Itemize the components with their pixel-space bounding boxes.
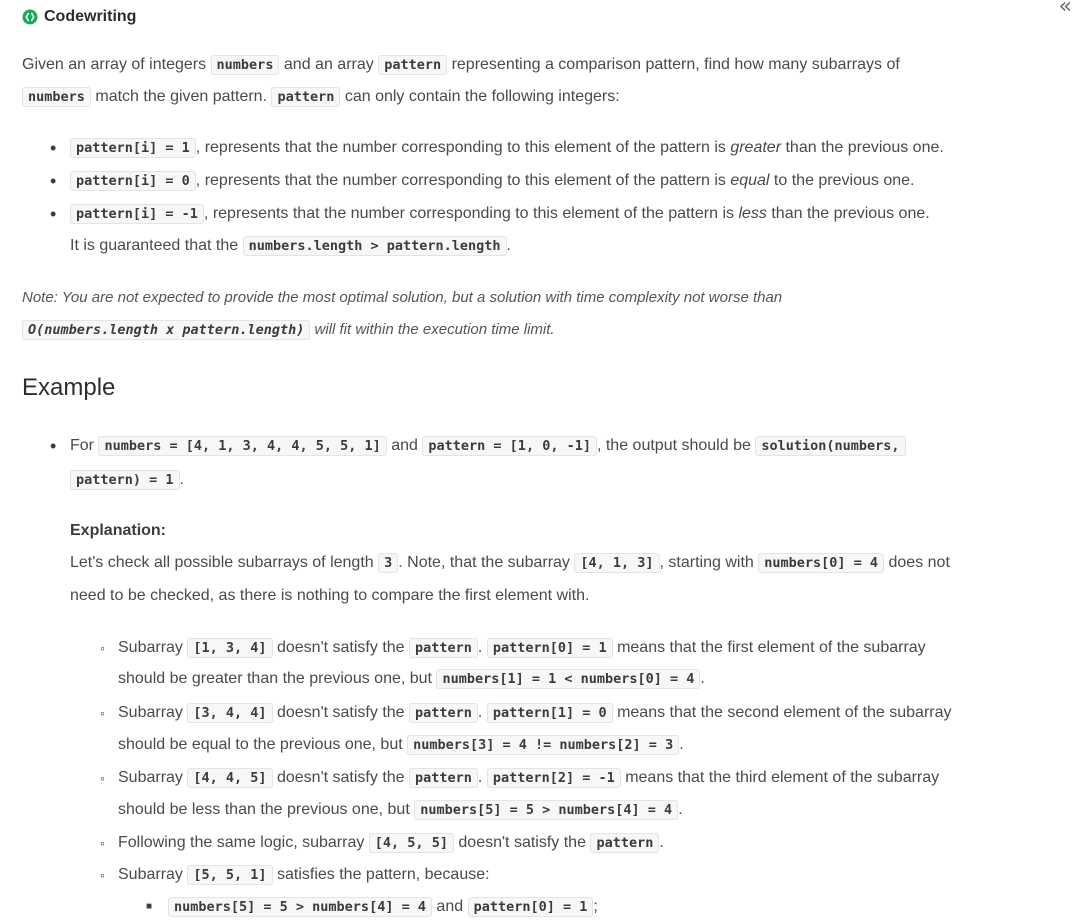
subarray-text: Following the same logic, subarray: [118, 834, 365, 851]
subarray-text: and: [436, 898, 464, 915]
intro-text: match the given pattern.: [95, 88, 268, 105]
explanation-text: Let's check all possible subarrays of length: [70, 554, 374, 571]
inline-code: numbers[5] = 5 > numbers[4] = 4: [168, 897, 432, 917]
punctuation: .: [700, 670, 705, 687]
explanation-text: does not: [888, 554, 950, 571]
complexity-code: O(numbers.length x pattern.length): [22, 320, 310, 340]
inline-code: pattern[0] = 1: [468, 897, 594, 917]
note-text: Note: You are not expected to provide the most optimal solution, but a solution with time complexity not worse than: [22, 289, 783, 306]
inline-code: pattern[i] = -1: [70, 204, 204, 224]
bullet-dot: •: [50, 204, 57, 224]
rule-item: [70, 170, 914, 192]
intro-line-1: [22, 54, 900, 76]
intro-text: Given an array of integers: [22, 56, 207, 73]
bullet-dot: •: [50, 436, 57, 456]
subarray-text: Subarray: [118, 866, 183, 883]
inline-code: pattern[i] = 0: [70, 171, 196, 191]
inline-code: pattern[i] = 1: [70, 138, 196, 158]
inline-code: numbers: [211, 55, 280, 75]
inline-code: pattern: [378, 55, 447, 75]
collapse-panel-button[interactable]: «: [1058, 0, 1072, 19]
subarray-text: doesn't satisfy the: [276, 704, 405, 721]
subarray-item-line-2: [118, 799, 683, 821]
rule-text: than the previous one.: [781, 139, 944, 156]
inline-code: numbers = [4, 1, 3, 4, 4, 5, 5, 1]: [98, 436, 386, 456]
inline-code: numbers[0] = 4: [758, 553, 884, 573]
subarray-text: doesn't satisfy the: [276, 639, 405, 656]
task-header: [22, 7, 136, 27]
subarray-text: satisfies the pattern, because:: [276, 866, 490, 883]
subarray-text: doesn't satisfy the: [458, 834, 586, 851]
subarray-text: doesn't satisfy the: [276, 769, 405, 786]
subarray-item: [118, 702, 952, 724]
subarray-text: means that the second element of the subarray: [617, 704, 952, 721]
example-text: , the output should be: [596, 437, 751, 454]
guarantee-text: It is guaranteed that the: [70, 237, 239, 254]
inline-code: pattern) = 1: [70, 470, 180, 490]
inline-code: numbers.length > pattern.length: [243, 236, 507, 256]
circle-bullet: ◦: [100, 640, 105, 656]
square-bullet: ■: [146, 901, 153, 912]
inline-code: pattern: [409, 703, 478, 723]
subarray-text: should be greater than the previous one, but: [118, 670, 432, 687]
example-line-2: [70, 469, 184, 491]
circle-bullet: ◦: [100, 705, 105, 721]
guarantee-line: [70, 235, 511, 257]
subarray-item-line-2: [118, 668, 705, 690]
intro-text: and an array: [283, 56, 374, 73]
subarray-item: [118, 637, 926, 659]
subarray-item: [118, 767, 939, 789]
inline-code: [3, 4, 4]: [187, 703, 272, 723]
punctuation: .: [477, 769, 483, 786]
inline-code: pattern[1] = 0: [487, 703, 613, 723]
example-line-1: [70, 435, 906, 457]
inline-code: 3: [378, 553, 398, 573]
inline-code: numbers[1] = 1 < numbers[0] = 4: [436, 669, 700, 689]
rule-emphasis: less: [738, 205, 767, 222]
intro-text: representing a comparison pattern, find how many subarrays of: [451, 56, 900, 73]
explanation-line-1: [70, 552, 950, 574]
subarray-text: should be equal to the previous one, but: [118, 736, 403, 753]
explanation-label: Explanation:: [70, 522, 167, 539]
note-text: will fit within the execution time limit.: [314, 321, 555, 338]
punctuation: .: [179, 471, 184, 488]
inline-code: numbers[3] = 4 != numbers[2] = 3: [407, 735, 679, 755]
example-text: and: [391, 437, 418, 454]
rule-item: [70, 203, 930, 225]
punctuation: .: [659, 834, 664, 851]
circle-bullet: ◦: [100, 770, 105, 786]
inline-code: pattern: [271, 87, 340, 107]
subarray-text: should be less than the previous one, but: [118, 801, 410, 818]
inline-code: pattern[0] = 1: [487, 638, 613, 658]
circle-bullet: ◦: [100, 867, 105, 883]
circle-bullet: ◦: [100, 835, 105, 851]
subarray-text: means that the first element of the subarray: [617, 639, 926, 656]
subarray-text: Subarray: [118, 639, 183, 656]
punctuation: .: [477, 639, 483, 656]
note-line-1: [22, 287, 782, 309]
inline-code: pattern: [590, 833, 659, 853]
inline-code: [5, 5, 1]: [187, 865, 272, 885]
explanation-text: . Note, that the subarray: [398, 554, 570, 571]
explanation-line-2: need to be checked, as there is nothing to compare the first element with.: [70, 587, 590, 604]
following-item: [118, 832, 664, 854]
subarray-item-line-2: [118, 734, 684, 756]
punctuation: .: [678, 801, 683, 818]
inline-code: [4, 4, 5]: [187, 768, 272, 788]
bullet-dot: •: [50, 171, 57, 191]
inline-code: pattern = [1, 0, -1]: [422, 436, 597, 456]
subarray-text: Subarray: [118, 704, 183, 721]
explanation-text: , starting with: [659, 554, 754, 571]
inline-code: numbers: [22, 87, 91, 107]
sub-bullet-item: [168, 896, 598, 918]
inline-code: pattern[2] = -1: [487, 768, 621, 788]
bullet-dot: •: [50, 138, 57, 158]
rule-item: [70, 137, 944, 159]
task-type-title: Codewriting: [44, 8, 137, 25]
inline-code: [1, 3, 4]: [187, 638, 272, 658]
inline-code: pattern: [409, 768, 478, 788]
inline-code: [4, 5, 5]: [369, 833, 454, 853]
rule-text: , represents that the number corresponding to this element of the pattern is: [195, 172, 731, 189]
example-heading: Example: [22, 374, 116, 401]
intro-text: can only contain the following integers:: [344, 88, 620, 105]
rule-text: to the previous one.: [769, 172, 915, 189]
inline-code: [4, 1, 3]: [574, 553, 659, 573]
inline-code: numbers[5] = 5 > numbers[4] = 4: [414, 800, 678, 820]
rule-emphasis: equal: [730, 172, 770, 189]
punctuation: .: [506, 237, 511, 254]
inline-code: solution(numbers,: [755, 436, 905, 456]
note-line-2: [22, 319, 555, 341]
inline-code: pattern: [409, 638, 478, 658]
subarray-text: Subarray: [118, 769, 183, 786]
example-text: For: [70, 437, 94, 454]
punctuation: .: [477, 704, 483, 721]
intro-line-2: [22, 86, 620, 108]
satisfies-item: [118, 864, 490, 886]
rule-text: than the previous one.: [766, 205, 930, 222]
rule-emphasis: greater: [730, 139, 782, 156]
codesignal-logo-icon: [22, 9, 38, 25]
rule-text: , represents that the number corresponding to this element of the pattern is: [195, 139, 731, 156]
rule-text: , represents that the number corresponding to this element of the pattern is: [203, 205, 739, 222]
punctuation: .: [679, 736, 684, 753]
punctuation: ;: [593, 898, 598, 915]
subarray-text: means that the third element of the subarray: [625, 769, 940, 786]
